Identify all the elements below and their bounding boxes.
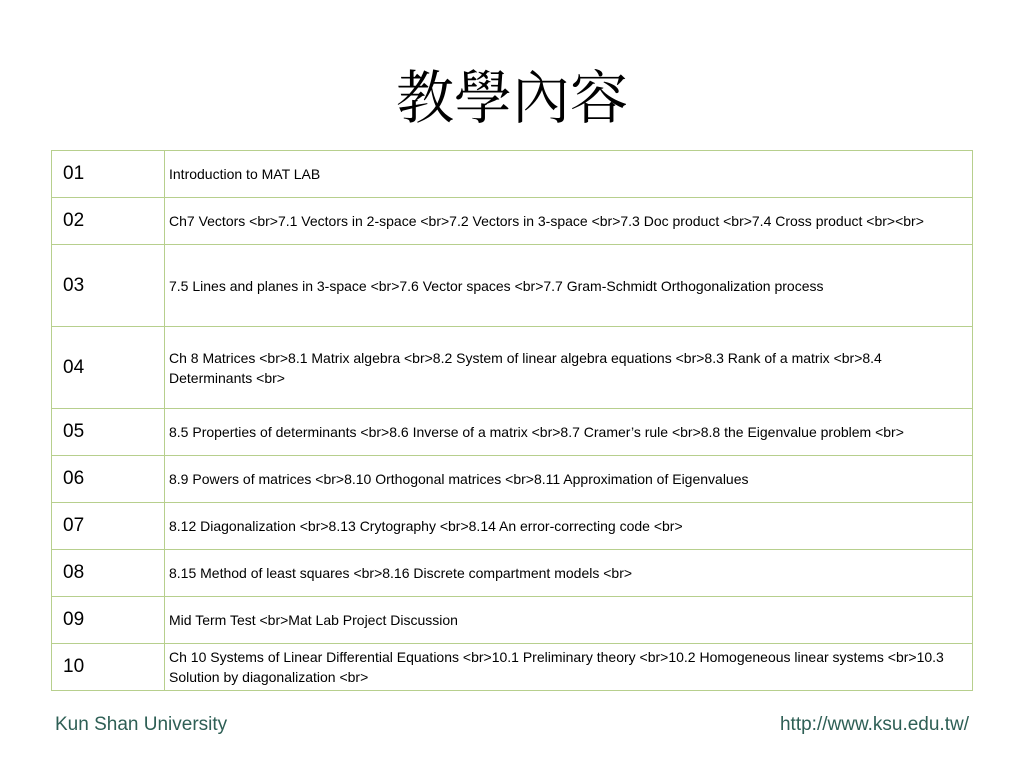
- week-number: 01: [52, 151, 165, 198]
- slide-title: 教學內容: [395, 64, 628, 132]
- table-row: [52, 245, 973, 327]
- table-row: [52, 327, 973, 409]
- week-number: 06: [52, 456, 165, 503]
- table-row: [52, 151, 973, 198]
- table-row: [52, 550, 973, 597]
- week-topic: 7.5 Lines and planes in 3-space <br>7.6 Vector spaces <br>7.7 Gram-Schmidt Orthogonalization process: [165, 245, 973, 327]
- week-topic: Ch7 Vectors <br>7.1 Vectors in 2-space <br>7.2 Vectors in 3-space <br>7.3 Doc product <br>7.4 Cross product <br><br>: [165, 198, 973, 245]
- week-number: 07: [52, 503, 165, 550]
- footer-university-name: Kun Shan University: [55, 714, 228, 735]
- table-row: [52, 597, 973, 644]
- week-number: 05: [52, 409, 165, 456]
- week-topic: 8.15 Method of least squares <br>8.16 Discrete compartment models <br>: [165, 550, 973, 597]
- course-schedule-table: [51, 150, 973, 691]
- footer-website-url: http://www.ksu.edu.tw/: [779, 714, 969, 735]
- week-topic: Mid Term Test <br>Mat Lab Project Discussion: [165, 597, 973, 644]
- table-row: [52, 198, 973, 245]
- week-number: 03: [52, 245, 165, 327]
- week-number: 09: [52, 597, 165, 644]
- week-number: 08: [52, 550, 165, 597]
- week-topic: Ch 8 Matrices <br>8.1 Matrix algebra <br>8.2 System of linear algebra equations <br>8.3 Rank of a matrix <br>8.4 Determinants <br>: [165, 327, 973, 409]
- table-row: [52, 456, 973, 503]
- table-row: [52, 503, 973, 550]
- week-topic: 8.12 Diagonalization <br>8.13 Crytography <br>8.14 An error-correcting code <br>: [165, 503, 973, 550]
- week-number: 02: [52, 198, 165, 245]
- week-topic: Ch 10 Systems of Linear Differential Equations <br>10.1 Preliminary theory <br>10.2 Homogeneous linear systems <br>10.3 Solution by diagonalization <br>: [165, 644, 973, 691]
- week-topic: 8.5 Properties of determinants <br>8.6 Inverse of a matrix <br>8.7 Cramer’s rule <br>8.8 the Eigenvalue problem <br>: [165, 409, 973, 456]
- week-number: 10: [52, 644, 165, 691]
- week-topic: Introduction to MAT LAB: [165, 151, 973, 198]
- table-row: [52, 644, 973, 691]
- table-row: [52, 409, 973, 456]
- week-topic: 8.9 Powers of matrices <br>8.10 Orthogonal matrices <br>8.11 Approximation of Eigenvalues: [165, 456, 973, 503]
- week-number: 04: [52, 327, 165, 409]
